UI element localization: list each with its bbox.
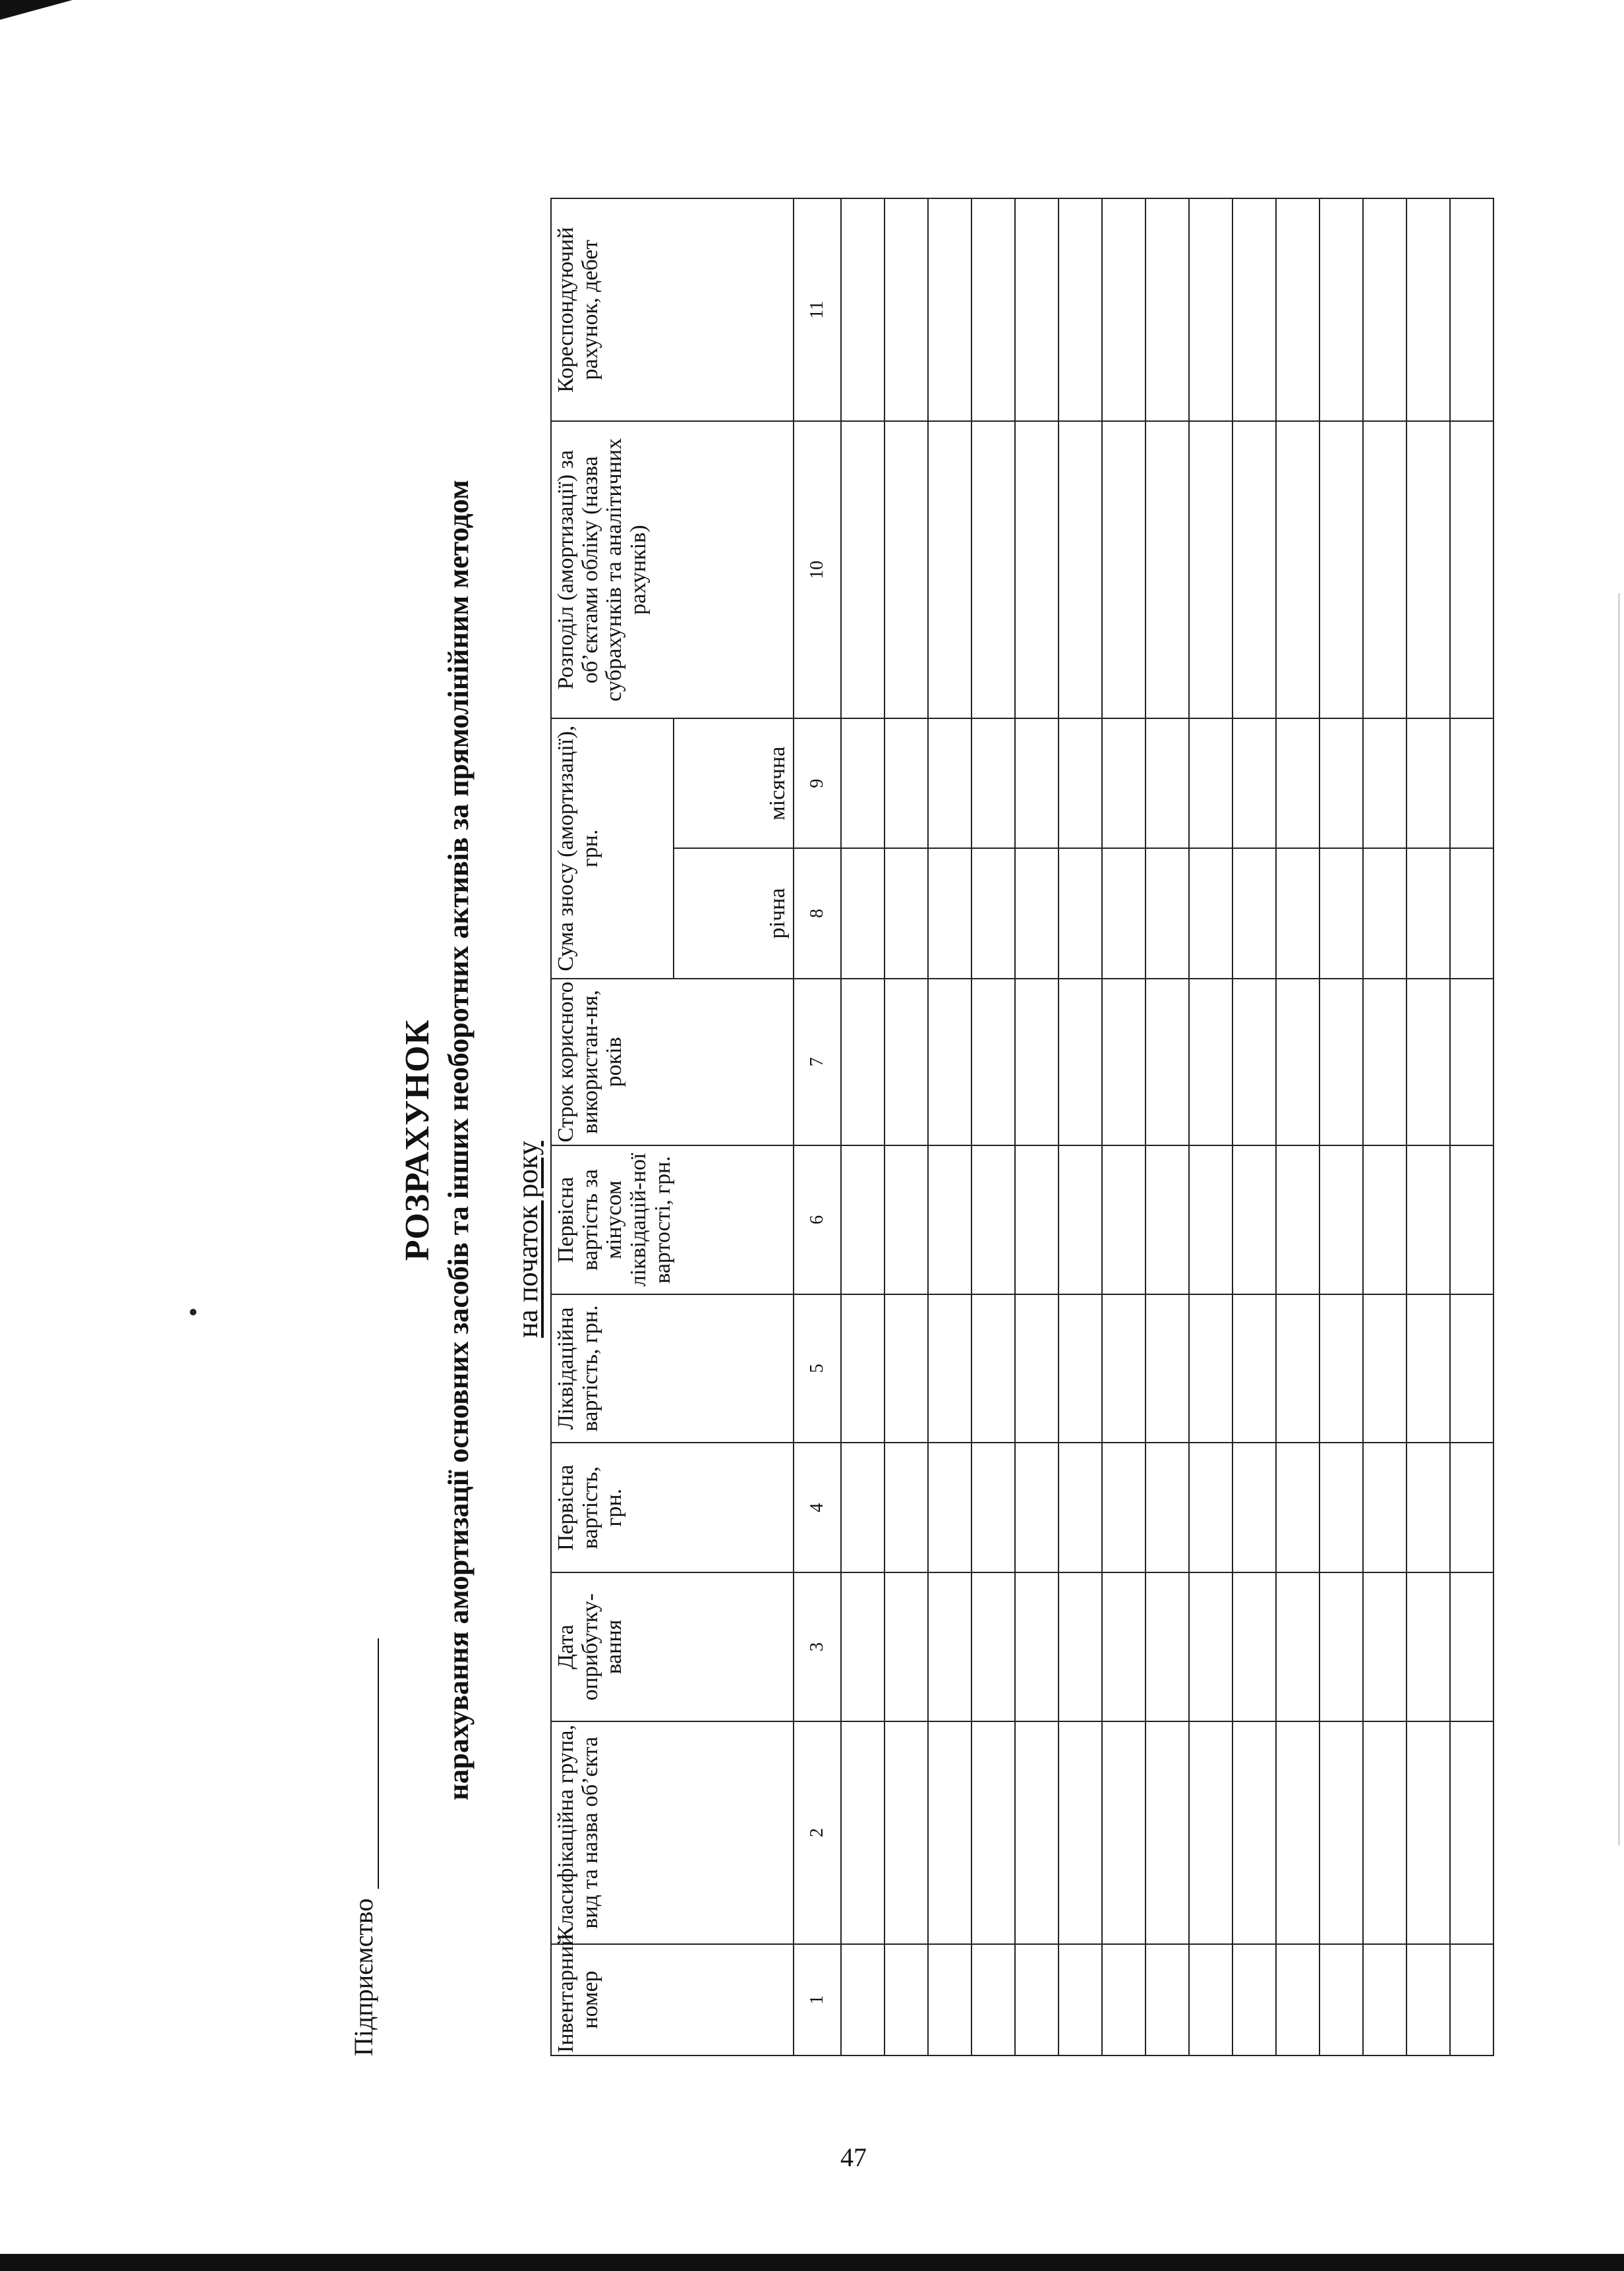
table-cell[interactable] [972,1145,1015,1294]
table-cell[interactable] [1320,421,1363,718]
column-number-row [794,198,841,2055]
table-cell[interactable] [1102,421,1146,718]
table-cell[interactable] [928,1572,972,1721]
table-cell[interactable] [1189,421,1232,718]
table-cell[interactable] [1320,718,1363,848]
table-cell[interactable] [841,1145,884,1294]
table-cell[interactable] [1102,718,1146,848]
table-cell[interactable] [1363,1944,1406,2055]
table-cell[interactable] [884,718,928,848]
table-cell[interactable] [1406,979,1450,1146]
table-cell[interactable] [1102,1294,1146,1443]
table-cell[interactable] [1189,718,1232,848]
table-cell[interactable] [1058,718,1102,848]
table-cell[interactable] [1320,848,1363,978]
table-cell[interactable] [1015,1294,1058,1443]
table-cell[interactable] [1189,1294,1232,1443]
table-cell[interactable] [1450,848,1494,978]
table-cell[interactable] [1146,1944,1189,2055]
table-cell[interactable] [1058,1443,1102,1572]
table-cell[interactable] [1320,1145,1363,1294]
table-cell[interactable] [1450,1944,1494,2055]
table-cell[interactable] [884,421,928,718]
table-cell[interactable] [972,198,1015,421]
table-cell[interactable] [1363,718,1406,848]
table-cell[interactable] [884,1145,928,1294]
table-cell[interactable] [1146,1572,1189,1721]
table-cell[interactable] [1406,1443,1450,1572]
table-cell[interactable] [1058,1145,1102,1294]
table-cell[interactable] [928,1443,972,1572]
rotated-form-sheet [250,185,1516,2096]
table-cell[interactable] [972,421,1015,718]
scan-edge-line [1618,593,1620,1845]
table-cell[interactable] [1406,1944,1450,2055]
table-cell[interactable] [1450,1443,1494,1572]
table-cell[interactable] [1406,848,1450,978]
table-cell[interactable] [1232,198,1276,421]
table-cell[interactable] [1276,979,1320,1146]
table-cell[interactable] [1058,198,1102,421]
table-cell[interactable] [1276,421,1320,718]
table-row [1406,198,1450,2055]
header-corresponding-account: Кореспондуючий рахунок, дебет [551,198,794,421]
header-depreciation-sum: Сума зносу (амортизації), грн. [551,718,674,979]
table-cell[interactable] [1320,979,1363,1146]
table-cell[interactable] [1363,1572,1406,1721]
table-cell[interactable] [972,1294,1015,1443]
table-cell[interactable] [1276,1145,1320,1294]
table-cell[interactable] [1232,421,1276,718]
table-cell[interactable] [1276,1443,1320,1572]
table-cell[interactable] [1276,1294,1320,1443]
table-cell[interactable] [1450,1721,1494,1944]
table-cell[interactable] [1189,198,1232,421]
table-cell[interactable] [928,1294,972,1443]
table-cell[interactable] [1189,1572,1232,1721]
table-cell[interactable] [884,1944,928,2055]
table-cell[interactable] [1189,1944,1232,2055]
table-cell[interactable] [928,1944,972,2055]
table-cell[interactable] [1189,979,1232,1146]
table-cell[interactable] [972,1443,1015,1572]
table-cell[interactable] [1406,1294,1450,1443]
table-cell[interactable] [1058,1572,1102,1721]
scan-dot-mark [190,1309,196,1315]
table-cell[interactable] [1015,1721,1058,1944]
table-cell[interactable] [1146,1294,1189,1443]
table-cell[interactable] [1363,1145,1406,1294]
table-row [1146,198,1189,2055]
column-number-cell: 7 [794,979,841,1146]
table-cell[interactable] [1363,1721,1406,1944]
table-cell[interactable] [841,1944,884,2055]
table-cell[interactable] [1146,1443,1189,1572]
table-cell[interactable] [1189,1721,1232,1944]
table-row [1450,198,1494,2055]
table-cell[interactable] [1102,979,1146,1146]
table-cell[interactable] [1232,848,1276,978]
column-number-cell: 2 [794,1721,841,1944]
table-cell[interactable] [1320,198,1363,421]
table-cell[interactable] [972,1572,1015,1721]
table-cell[interactable] [1450,1572,1494,1721]
table-cell[interactable] [1406,1572,1450,1721]
table-cell[interactable] [1406,718,1450,848]
table-cell[interactable] [1363,979,1406,1146]
table-cell[interactable] [928,198,972,421]
company-label: Підприємство [349,1898,378,2056]
table-row [1276,198,1320,2055]
column-number-cell: 6 [794,1145,841,1294]
table-cell[interactable] [1320,1443,1363,1572]
table-cell[interactable] [1102,198,1146,421]
table-cell[interactable] [884,1721,928,1944]
table-cell[interactable] [841,421,884,718]
table-cell[interactable] [1146,718,1189,848]
table-cell[interactable] [1102,848,1146,978]
table-row [1363,198,1406,2055]
table-row [1320,198,1363,2055]
table-cell[interactable] [1146,979,1189,1146]
table-cell[interactable] [841,198,884,421]
company-field [348,1639,379,2057]
table-cell[interactable] [1276,1721,1320,1944]
table-header-row [551,198,674,2055]
table-row [1189,198,1232,2055]
table-cell[interactable] [1232,1443,1276,1572]
header-classification: Класифікаційна група, вид та назва об’єкта [551,1721,794,1944]
table-cell[interactable] [1232,1721,1276,1944]
table-cell[interactable] [1146,848,1189,978]
document-subtitle: нарахування амортизації основних засобів та інших необоротних активів за прямолінійним методом [442,480,475,1800]
table-cell[interactable] [1450,421,1494,718]
table-cell[interactable] [1232,1294,1276,1443]
table-cell[interactable] [841,1443,884,1572]
table-cell[interactable] [1450,198,1494,421]
column-number-cell: 11 [794,198,841,421]
table-cell[interactable] [928,718,972,848]
table-cell[interactable] [1406,421,1450,718]
table-cell[interactable] [1450,1145,1494,1294]
table-cell[interactable] [1320,1721,1363,1944]
table-cell[interactable] [1406,1721,1450,1944]
table-cell[interactable] [1232,1944,1276,2055]
table-cell[interactable] [1015,1443,1058,1572]
table-cell[interactable] [1189,848,1232,978]
header-monthly: місячна [674,718,794,848]
table-cell[interactable] [1146,1145,1189,1294]
table-cell[interactable] [1015,421,1058,718]
table-cell[interactable] [928,1145,972,1294]
table-row [1102,198,1146,2055]
table-cell[interactable] [1276,718,1320,848]
table-cell[interactable] [1146,421,1189,718]
table-row [841,198,884,2055]
header-acquisition-date: Дата оприбутку-вання [551,1572,794,1721]
table-cell[interactable] [1102,1572,1146,1721]
table-cell[interactable] [1015,198,1058,421]
table-cell[interactable] [1146,198,1189,421]
table-cell[interactable] [1015,1572,1058,1721]
table-cell[interactable] [928,848,972,978]
table-cell[interactable] [1320,1944,1363,2055]
header-annual: річна [674,848,794,978]
table-cell[interactable] [1015,848,1058,978]
column-number-cell: 1 [794,1944,841,2055]
column-number-cell: 8 [794,848,841,978]
table-cell[interactable] [972,848,1015,978]
table-cell[interactable] [884,848,928,978]
column-number-cell: 9 [794,718,841,848]
table-row [1232,198,1276,2055]
table-cell[interactable] [841,1572,884,1721]
header-liquidation-value: Ліквідаційна вартість, грн. [551,1294,794,1443]
header-distribution: Розподіл (амортизації) за об’єктами обліку (назва субрахунків та аналітичних рахунків) [551,421,794,718]
table-cell[interactable] [1363,1294,1406,1443]
table-cell[interactable] [1058,1944,1102,2055]
column-number-cell: 3 [794,1572,841,1721]
table-cell[interactable] [1232,1572,1276,1721]
table-cell[interactable] [1102,1443,1146,1572]
table-cell[interactable] [884,1443,928,1572]
table-cell[interactable] [841,1721,884,1944]
table-cell[interactable] [884,979,928,1146]
table-cell[interactable] [972,1944,1015,2055]
table-cell[interactable] [1102,1721,1146,1944]
scan-bottom-edge [0,2254,1624,2271]
table-cell[interactable] [884,1572,928,1721]
table-cell[interactable] [1450,979,1494,1146]
table-cell[interactable] [1232,718,1276,848]
table-cell[interactable] [1276,848,1320,978]
table-cell[interactable] [1058,848,1102,978]
table-row [972,198,1015,2055]
column-number-cell: 5 [794,1294,841,1443]
table-cell[interactable] [1058,979,1102,1146]
table-cell[interactable] [1015,718,1058,848]
table-cell[interactable] [1450,718,1494,848]
table-cell[interactable] [1320,1294,1363,1443]
company-blank-line[interactable] [355,1639,379,1889]
table-cell[interactable] [1232,1145,1276,1294]
table-cell[interactable] [1276,1944,1320,2055]
column-number-cell: 4 [794,1443,841,1572]
table-cell[interactable] [1232,979,1276,1146]
header-inventory-number: Інвентарний номер [551,1944,794,2055]
table-cell[interactable] [1015,1944,1058,2055]
table-cell[interactable] [841,848,884,978]
table-cell[interactable] [1146,1721,1189,1944]
table-cell[interactable] [1363,198,1406,421]
table-cell[interactable] [1406,1145,1450,1294]
document-title: РОЗРАХУНОК [399,1019,436,1261]
table-row [1015,198,1058,2055]
table-cell[interactable] [841,1294,884,1443]
page-number: 47 [840,2142,867,2172]
header-initial-cost: Первісна вартість, грн. [551,1443,794,1572]
table-cell[interactable] [1363,848,1406,978]
scan-corner-mark [0,0,72,20]
table-row [884,198,928,2055]
table-cell[interactable] [1189,1145,1232,1294]
table-cell[interactable] [972,718,1015,848]
header-useful-life: Строк корисного використан-ня, років [551,979,794,1146]
depreciation-table [550,198,1494,2056]
column-number-cell: 10 [794,421,841,718]
table-cell[interactable] [972,1721,1015,1944]
table-row [1058,198,1102,2055]
table-cell[interactable] [1363,1443,1406,1572]
table-row [928,198,972,2055]
table-cell[interactable] [1058,421,1102,718]
table-cell[interactable] [841,718,884,848]
table-cell[interactable] [1276,198,1320,421]
table-cell[interactable] [884,198,928,421]
table-cell[interactable] [1015,979,1058,1146]
table-cell[interactable] [928,421,972,718]
table-cell[interactable] [1015,1145,1058,1294]
table-cell[interactable] [972,979,1015,1146]
table-cell[interactable] [1406,198,1450,421]
period-label: на початок року [511,1141,544,1338]
table-cell[interactable] [1363,421,1406,718]
table-cell[interactable] [1102,1145,1146,1294]
table-cell[interactable] [928,979,972,1146]
table-cell[interactable] [1102,1944,1146,2055]
table-cell[interactable] [1189,1443,1232,1572]
table-cell[interactable] [928,1721,972,1944]
table-cell[interactable] [1320,1572,1363,1721]
table-cell[interactable] [1450,1294,1494,1443]
table-cell[interactable] [884,1294,928,1443]
table-cell[interactable] [1058,1721,1102,1944]
table-cell[interactable] [841,979,884,1146]
table-cell[interactable] [1058,1294,1102,1443]
table-cell[interactable] [1276,1572,1320,1721]
header-depreciable-amount: Первісна вартість за мінусом ліквідацій-ної вартості, грн. [551,1145,794,1294]
